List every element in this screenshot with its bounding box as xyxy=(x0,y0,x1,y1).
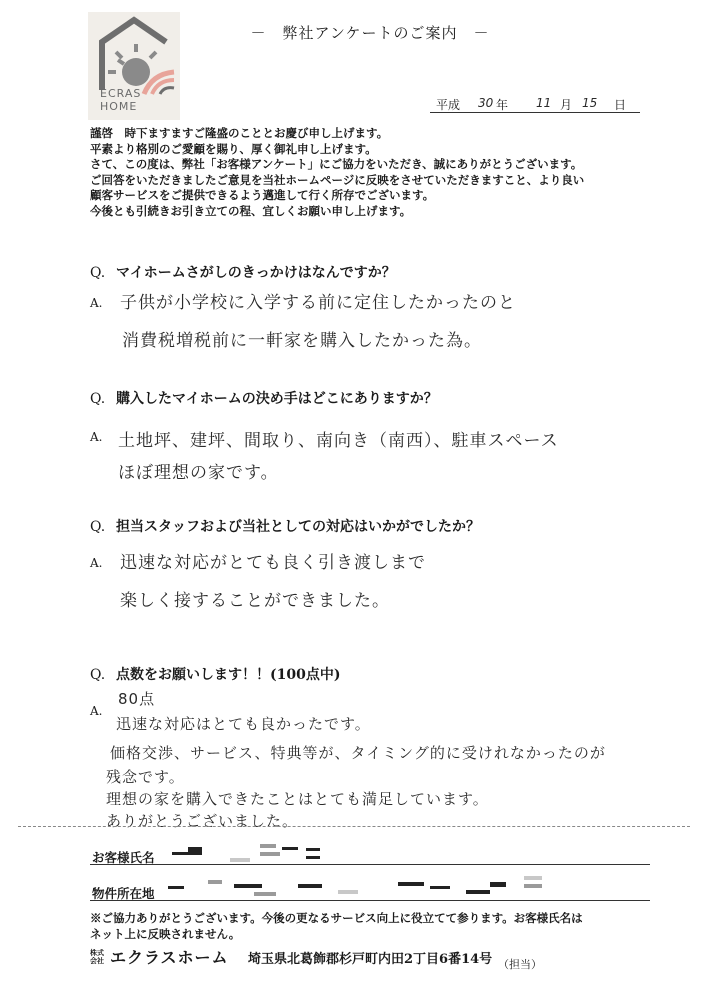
dashed-divider xyxy=(18,826,690,827)
answer-2-line-1: 土地坪、建坪、間取り、南向き（南西）、駐車スペース xyxy=(118,431,559,451)
date-day-unit: 日 xyxy=(614,98,627,112)
property-location-redacted xyxy=(168,872,558,900)
question-1 xyxy=(90,262,396,282)
company-type-line2: 会社 xyxy=(90,957,104,965)
answer-4-line-2: 価格交渉、サービス、特典等が、タイミング的に受けれなかったのが xyxy=(110,744,606,762)
question-2 xyxy=(90,388,438,408)
question-4 xyxy=(90,664,340,684)
date-year: 30 xyxy=(478,96,494,110)
question-text: 点数をお願いします！！(100点中) xyxy=(116,667,341,683)
answer-label: A. xyxy=(90,556,103,570)
answer-1-line-1: 子供が小学校に入学する前に定住したかったのと xyxy=(120,293,516,313)
privacy-note xyxy=(90,910,680,942)
date-era: 平成 xyxy=(436,98,461,112)
intro-line: 謹啓 時下ますますご隆盛のこととお慶び申し上げます。 xyxy=(90,126,389,140)
intro-line: 顧客サービスをご提供できるよう邁進して行く所存でございます。 xyxy=(90,188,435,202)
answer-4-line-1: 迅速な対応はとても良かったです。 xyxy=(116,715,371,733)
date-month: 11 xyxy=(536,96,552,110)
date-field xyxy=(430,92,640,113)
note-line: ※ご協力ありがとうございます。今後の更なるサービス向上に役立てて参ります。お客様氏名は xyxy=(90,911,583,925)
answer-1-line-2: 消費税増税前に一軒家を購入したかった為。 xyxy=(122,331,482,351)
intro-line: 平素より格別のご愛顧を賜り、厚く御礼申し上げます。 xyxy=(90,141,377,156)
page-title: － 弊社アンケートのご案内 － xyxy=(250,24,490,42)
company-type-label xyxy=(90,949,104,965)
answer-label: A. xyxy=(90,704,103,718)
company-name: エクラスホーム xyxy=(110,948,229,967)
question-label: Q. xyxy=(90,391,106,407)
answer-3-line-2: 楽しく接することができました。 xyxy=(120,591,390,611)
logo-text-line1: ECRAS xyxy=(100,87,142,100)
answer-label: A. xyxy=(90,430,103,444)
company-address: 埼玉県北葛飾郡杉戸町内田2丁目6番14号 xyxy=(248,952,493,967)
intro-line: 今後とも引続きお引き立ての程、宜しくお願い申し上げます。 xyxy=(90,203,412,218)
property-location-label: 物件所在地 xyxy=(92,886,155,901)
question-3 xyxy=(90,516,480,536)
answer-4-score: 80点 xyxy=(118,690,156,708)
company-logo xyxy=(88,12,180,120)
question-label: Q. xyxy=(90,667,106,683)
date-day: 15 xyxy=(582,96,598,110)
customer-name-redacted xyxy=(170,842,330,864)
intro-line: ご回答をいただきましたご意見を当社ホームページに反映をさせていただきますこと、より良い xyxy=(90,172,585,187)
note-line: ネット上に反映されません。 xyxy=(90,927,241,941)
intro-line: さて、この度は、弊社「お客様アンケート」にご協力をいただき、誠にありがとうございます。 xyxy=(90,157,583,171)
answer-4-line-5: ありがとうございました。 xyxy=(106,812,299,830)
answer-2-line-2: ほぼ理想の家です。 xyxy=(118,463,279,483)
answer-4-line-4: 理想の家を購入できたことはとても満足しています。 xyxy=(106,790,489,808)
staff-label: （担当） xyxy=(498,958,542,971)
question-text: 購入したマイホームの決め手はどこにありますか？ xyxy=(116,391,438,407)
logo-text-line2: HOME xyxy=(100,100,138,113)
customer-name-label: お客様氏名 xyxy=(92,850,155,865)
intro-text xyxy=(90,126,670,219)
answer-3-line-1: 迅速な対応がとても良く引き渡しまで xyxy=(120,553,426,573)
date-year-unit: 年 xyxy=(496,98,509,112)
question-text: 担当スタッフおよび当社としての対応はいかがでしたか？ xyxy=(116,519,480,535)
customer-name-line xyxy=(90,864,650,865)
date-month-unit: 月 xyxy=(560,98,573,112)
answer-4-line-3: 残念です。 xyxy=(106,768,185,786)
question-label: Q. xyxy=(90,265,106,281)
answer-label: A. xyxy=(90,296,103,310)
property-location-line xyxy=(90,900,650,901)
house-logo-icon xyxy=(88,12,180,96)
question-text: マイホームさがしのきっかけはなんですか？ xyxy=(116,265,396,281)
question-label: Q. xyxy=(90,519,106,535)
company-type-line1: 株式 xyxy=(90,949,104,957)
